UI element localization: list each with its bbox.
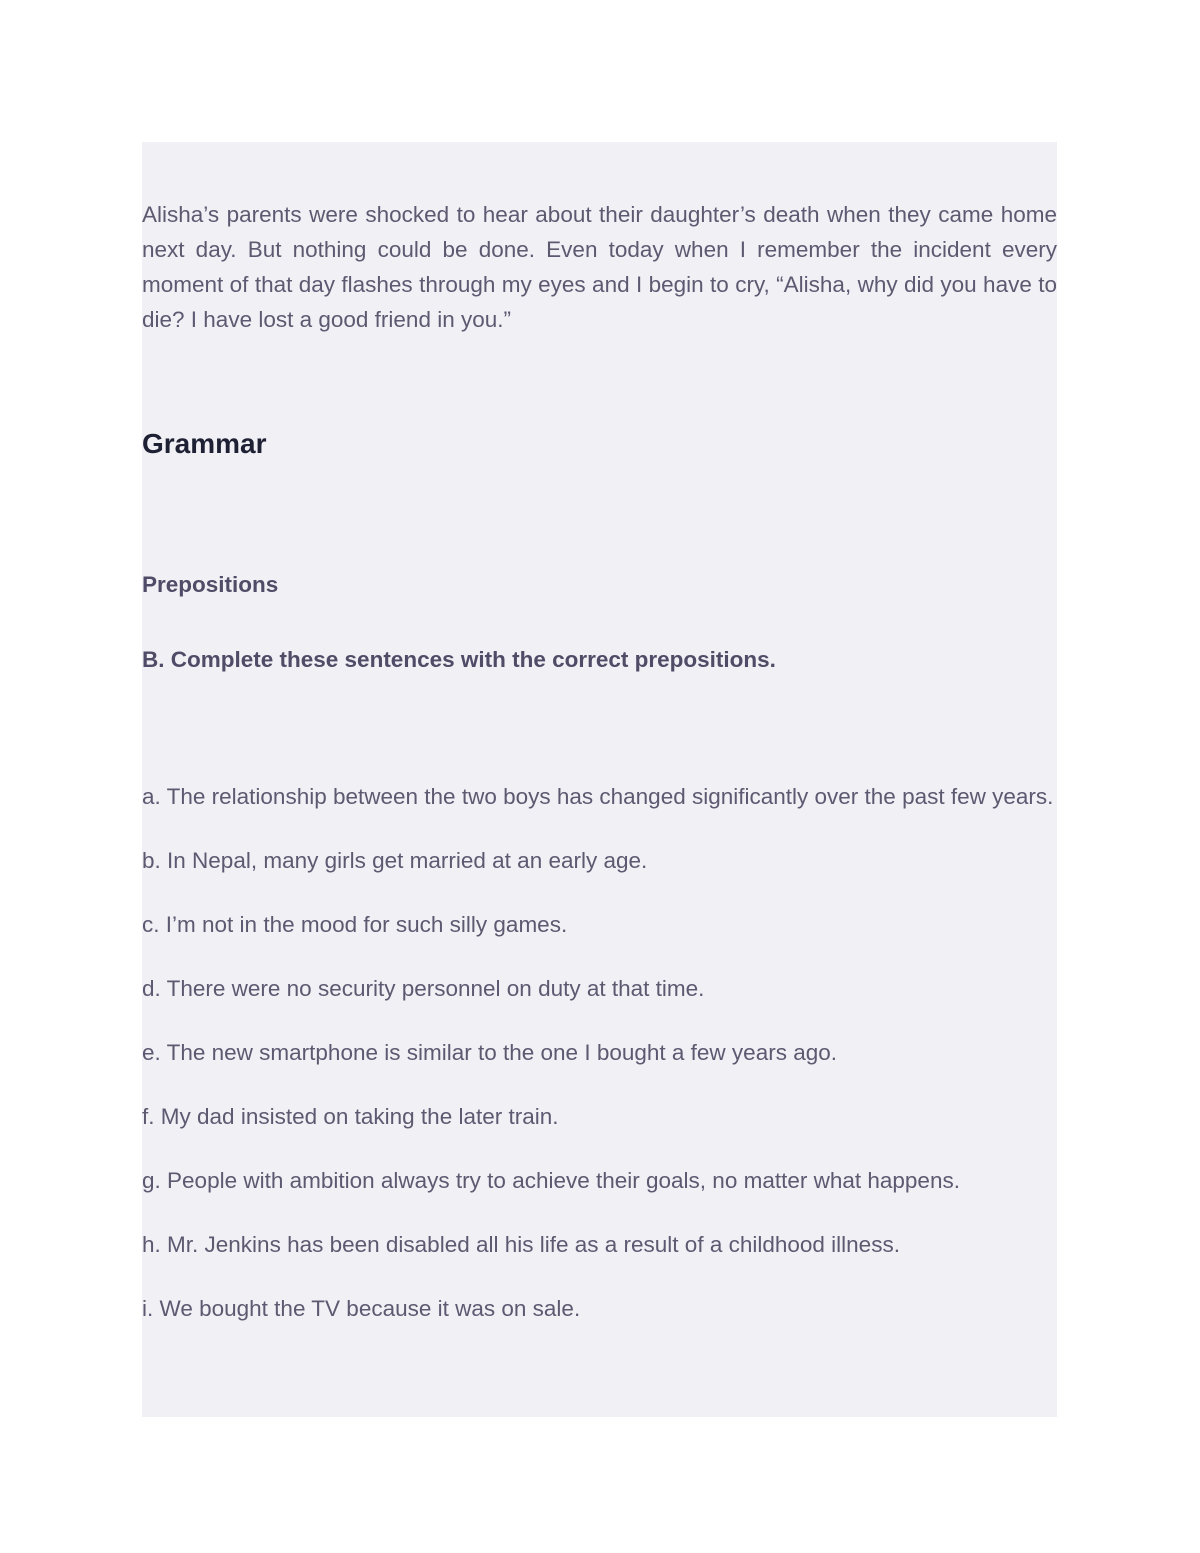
section-title-grammar: Grammar (142, 428, 267, 459)
sentence-item-a (142, 779, 1057, 814)
sentence-text: The new smartphone is similar to the one I bought a few years ago. (166, 1040, 837, 1065)
sentence-label: a. (142, 784, 161, 809)
sentence-text: In Nepal, many girls get married at an early age. (167, 848, 648, 873)
sentence-text: I’m not in the mood for such silly games. (165, 912, 568, 937)
sentence-label: c. (142, 912, 160, 937)
sentence-item-e (142, 1035, 1057, 1070)
sentence-text: Mr. Jenkins has been disabled all his life as a result of a childhood illness. (167, 1232, 900, 1257)
sentence-item-d (142, 971, 1057, 1006)
sentence-item-h (142, 1227, 1057, 1262)
sentence-text: People with ambition always try to achieve their goals, no matter what happens. (167, 1168, 960, 1193)
sentence-text: We bought the TV because it was on sale. (159, 1296, 581, 1321)
sentence-item-i (142, 1291, 1057, 1326)
sentence-item-f (142, 1099, 1057, 1134)
sentence-text: There were no security personnel on duty at that time. (166, 976, 705, 1001)
subsection-title-prepositions: Prepositions (142, 572, 279, 597)
sentence-list (142, 779, 1057, 1326)
exercise-heading: B. Complete these sentences with the correct prepositions. (142, 647, 776, 672)
sentence-label: f. (142, 1104, 155, 1129)
sentence-label: i. (142, 1296, 154, 1321)
sentence-text: My dad insisted on taking the later train. (160, 1104, 559, 1129)
sentence-label: g. (142, 1168, 161, 1193)
sentence-label: b. (142, 848, 161, 873)
sentence-item-b (142, 843, 1057, 878)
document-panel (142, 142, 1057, 1417)
sentence-label: d. (142, 976, 161, 1001)
sentence-text: The relationship between the two boys has changed significantly over the past few years. (166, 784, 1054, 809)
sentence-item-g (142, 1163, 1057, 1198)
sentence-label: e. (142, 1040, 161, 1065)
sentence-item-c (142, 907, 1057, 942)
sentence-label: h. (142, 1232, 161, 1257)
intro-paragraph: Alisha’s parents were shocked to hear about their daughter’s death when they came home next day. But nothing could be done. Even today when I remember the incident every moment of that day flashes through my eyes and I begin to cry, “Alisha, why did you have to die? I have lost a good friend in you.” (142, 202, 1057, 332)
